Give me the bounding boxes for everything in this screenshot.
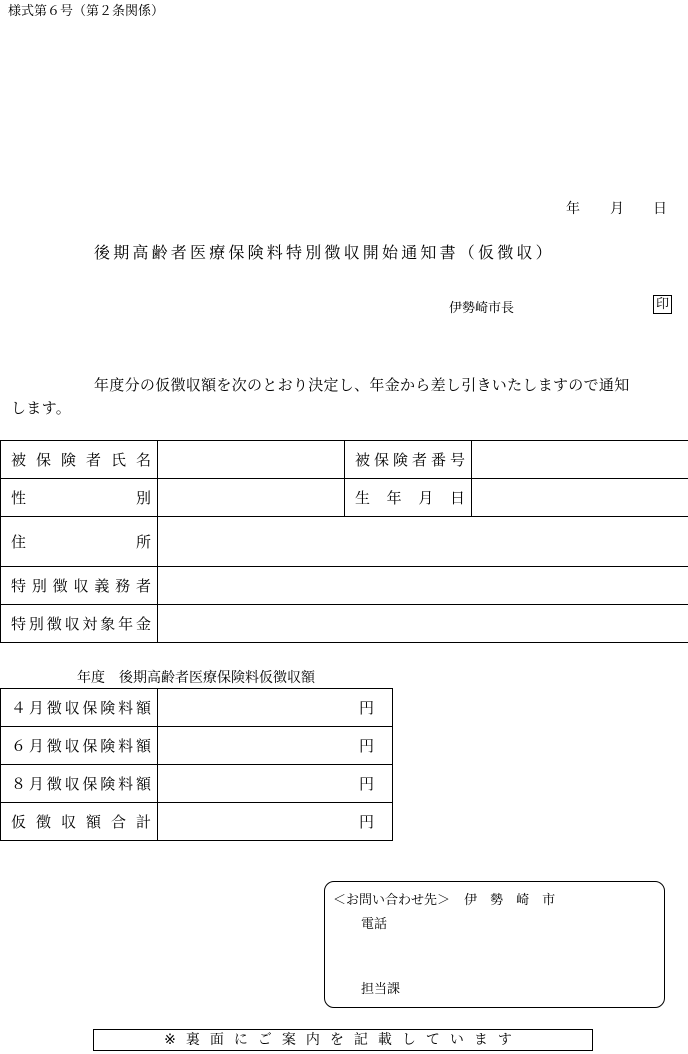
form-number: 様式第６号（第２条関係） [8, 4, 165, 19]
value-address [158, 517, 688, 567]
contact-heading: ＜お問い合わせ先＞ [333, 893, 451, 908]
date-year-label: 年 [566, 201, 580, 217]
contact-dept-label: 担当課 [361, 982, 401, 997]
value-obligor [158, 567, 688, 605]
seal-mark: 印 [653, 295, 672, 314]
value-august-amount: 円 [158, 765, 393, 803]
label-insured-name: 被保険者氏名 [1, 441, 158, 479]
value-insured-name [158, 441, 345, 479]
notice-text-line2: します。 [11, 399, 72, 417]
label-birth-date: 生年月日 [345, 479, 472, 517]
insured-info-table [0, 440, 688, 643]
contact-box [324, 881, 665, 1008]
contact-city: 伊 勢 崎 市 [464, 893, 556, 908]
document-title: 後期高齢者医療保険料特別徴収開始通知書（仮徴収） [94, 243, 555, 262]
value-june-amount: 円 [158, 727, 393, 765]
value-birth-date [472, 479, 688, 517]
label-june-amount: ６月徴収保険料額 [1, 727, 158, 765]
date-day-label: 日 [653, 201, 667, 217]
label-april-amount: ４月徴収保険料額 [1, 689, 158, 727]
value-sex [158, 479, 345, 517]
value-pension [158, 605, 688, 643]
label-insured-number: 被保険者番号 [345, 441, 472, 479]
amount-section-title: 年度 後期高齢者医療保険料仮徴収額 [77, 670, 315, 686]
value-insured-number [472, 441, 688, 479]
value-total-amount: 円 [158, 803, 393, 841]
label-pension: 特別徴収対象年金 [1, 605, 158, 643]
footer-note: ※裏面にご案内を記載しています [93, 1029, 593, 1051]
date-month-label: 月 [610, 201, 624, 217]
value-april-amount: 円 [158, 689, 393, 727]
label-obligor: 特別徴収義務者 [1, 567, 158, 605]
label-address: 住所 [1, 517, 158, 567]
amount-table [0, 688, 393, 841]
label-total-amount: 仮徴収額合計 [1, 803, 158, 841]
contact-phone-label: 電話 [361, 917, 388, 932]
issuer-mayor: 伊勢崎市長 [449, 301, 515, 316]
label-august-amount: ８月徴収保険料額 [1, 765, 158, 803]
label-sex: 性別 [1, 479, 158, 517]
notice-text-line1: 年度分の仮徴収額を次のとおり決定し、年金から差し引きいたしますので通知 [94, 376, 630, 394]
